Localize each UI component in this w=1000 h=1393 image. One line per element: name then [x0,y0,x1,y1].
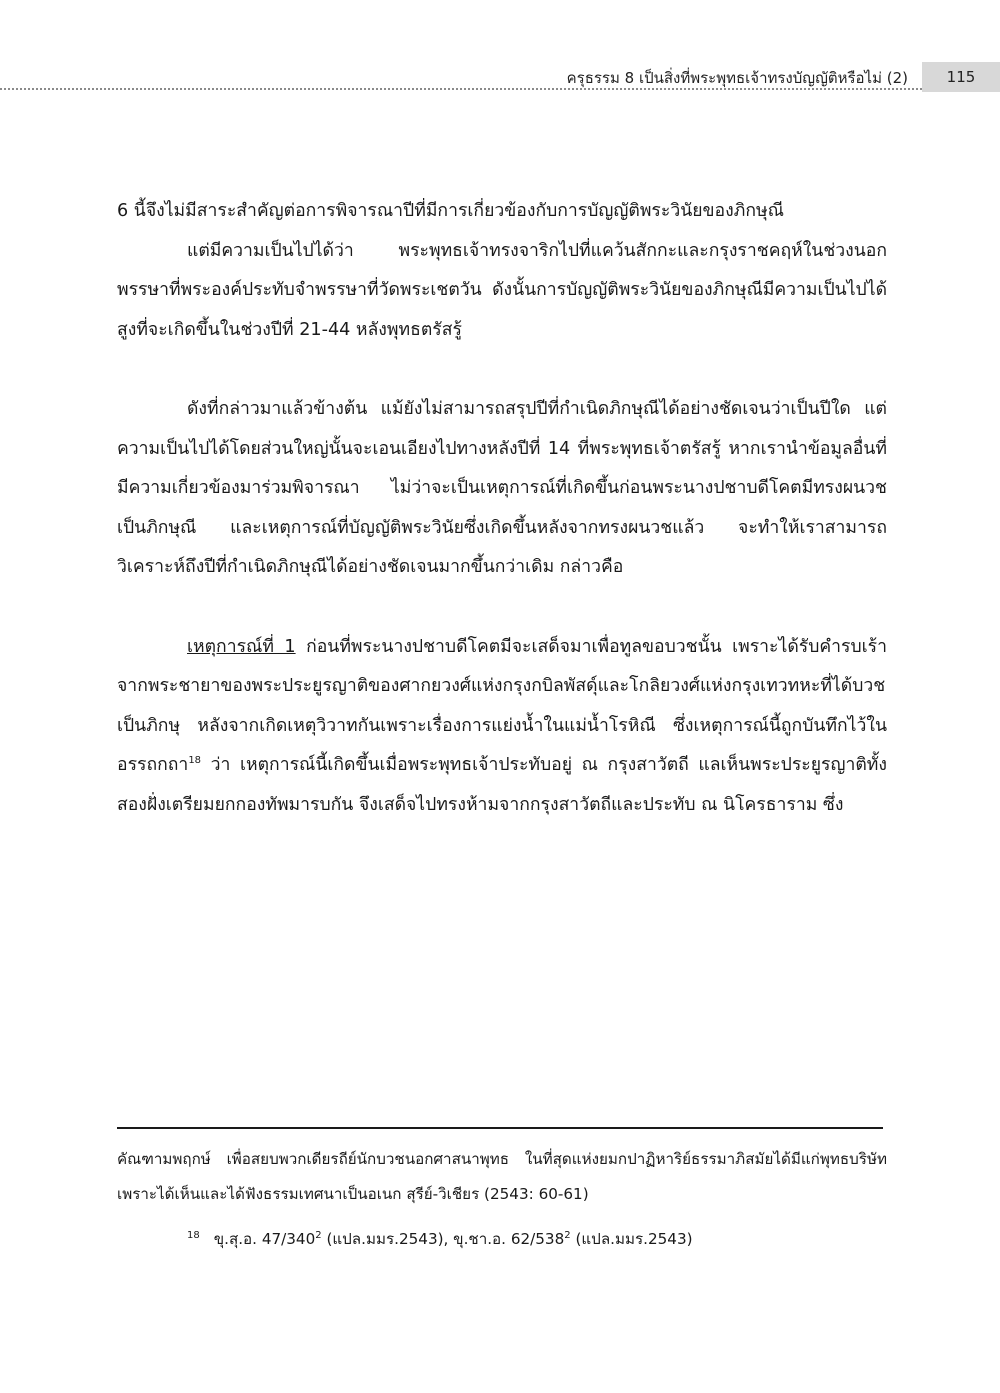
paragraph-3: ดังที่กล่าวมาแล้วข้างต้น แม้ยังไม่สามารถสรุปปีที่กำเนิดภิกษุณีได้อย่างชัดเจนว่าเป็นปีใด แต่ความเป็นไปได้โดยส่วนใหญ่นั้นจะเอนเอียงไปทางหลังปีที่ 14 ที่พระพุทธเจ้าตรัสรู้ หากเรานำข้อมูลอื่นที่มีความเกี่ยวข้องมาร่วมพิจารณา ไม่ว่าจะเป็นเหตุการณ์ที่เกิดขึ้นก่อนพระนางปชาบดีโคตมีทรงผนวชเป็นภิกษุณี และเหตุการณ์ที่บัญญัติพระวินัยซึ่งเกิดขึ้นหลังจากทรงผนวชแล้ว จะทำให้เราสามารถวิเคราะห์ถึงปีที่กำเนิดภิกษุณีได้อย่างชัดเจนมากขึ้นกว่าเดิม กล่าวคือ [117,398,887,578]
paragraph-4 [117,628,887,826]
paragraph-4-text-b: ว่า เหตุการณ์นี้เกิดขึ้นเมื่อพระพุทธเจ้าประทับอยู่ ณ กรุงสาวัตถี แลเห็นพระประยูรญาติทั้งสองฝั่งเตรียมยกกองทัพมารบกัน จึงเสด็จไปทรงห้ามจากกรุงสาวัตถีและประทับ ณ นิโครธาราม ซึ่ง [117,755,887,815]
event-1-heading: เหตุการณ์ที่ 1 [187,636,296,657]
footnote-ref-18[interactable]: 18 [188,755,202,767]
running-header [0,62,1000,94]
paragraph-4-text-a: ก่อนที่พระนางปชาบดีโคตมีจะเสด็จมาเพื่อทูลขอบวชนั้น เพราะได้รับคำรบเร้าจากพระชายาของพระประยูรญาติของศากยวงศ์แห่งกรุงกบิลพัสดุ์และโกลิยวงศ์แห่งกรุงเทวทหะที่ได้บวชเป็นภิกษุ หลังจากเกิดเหตุวิวาทกันเพราะเรื่องการแย่งน้ำในแม่น้ำโรหิณี ซึ่งเหตุการณ์นี้ถูกบันทึกไว้ในอรรถกถา [117,636,887,776]
footnote-18-sup-1: 2 [315,1229,322,1241]
footnotes [117,1142,887,1257]
page-number: 115 [922,62,1000,92]
footnote-continuation: คัณฑามพฤกษ์ เพื่อสยบพวกเดียรถีย์นักบวชนอกศาสนาพุทธ ในที่สุดแห่งยมกปาฏิหาริย์ธรรมาภิสมัยได้มีแก่พุทธบริษัท เพราะได้เห็นและได้ฟังธรรมเทศนาเป็นอเนก สุรีย์-วิเชียร (2543: 60-61) [117,1150,887,1203]
footnote-18-part-2: (แปล.มมร.2543), ขุ.ชา.อ. 62/538 [321,1230,565,1248]
footnote-18-sup-2: 2 [564,1229,571,1241]
main-text [117,192,887,826]
footnote-18-part-1: ขุ.สุ.อ. 47/340 [213,1230,316,1248]
header-title: ครุธรรม 8 เป็นสิ่งที่พระพุทธเจ้าทรงบัญญัติหรือไม่ (2) [566,69,908,87]
footnote-number: 18 [187,1229,200,1241]
paragraph-1: 6 นี้จึงไม่มีสาระสำคัญต่อการพิจารณาปีที่มีการเกี่ยวข้องกับการบัญญัติพระวินัยของภิกษุณี [117,201,784,221]
footnote-separator [117,1127,883,1129]
footnote-18 [117,1222,887,1257]
footnote-18-part-3: (แปล.มมร.2543) [570,1230,693,1248]
paragraph-2: แต่มีความเป็นไปได้ว่า พระพุทธเจ้าทรงจาริกไปที่แคว้นสักกะและกรุงราชคฤห์ในช่วงนอกพรรษาที่พระองค์ประทับจำพรรษาที่วัดพระเชตวัน ดังนั้นการบัญญัติพระวินัยของภิกษุณีมีความเป็นไปได้สูงที่จะเกิดขึ้นในช่วงปีที่ 21-44 หลังพุทธตรัสรู้ [117,240,887,340]
